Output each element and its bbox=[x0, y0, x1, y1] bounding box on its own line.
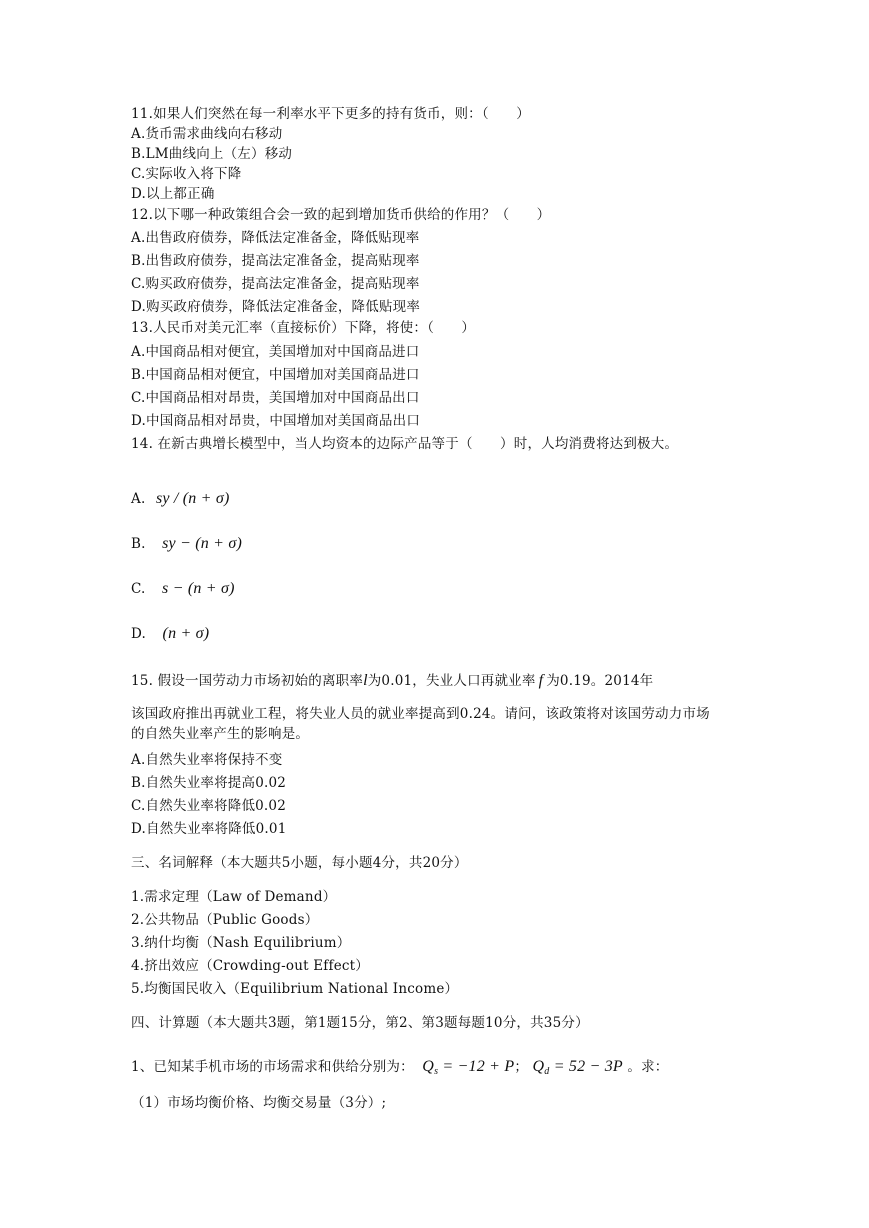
q13-option-a: A.中国商品相对便宜，美国增加对中国商品进口 bbox=[131, 344, 420, 360]
section3-term-5: 5.均衡国民收入（Equilibrium National Income） bbox=[131, 981, 459, 997]
q15-option-d: D.自然失业率将降低0.01 bbox=[131, 821, 287, 837]
q15-option-c: C.自然失业率将降低0.02 bbox=[131, 798, 286, 814]
q14-option-a-formula: sy / (n + σ) bbox=[155, 490, 230, 507]
equation-separator: ； bbox=[514, 1059, 529, 1075]
q13-option-b: B.中国商品相对便宜，中国增加对美国商品进口 bbox=[131, 367, 420, 383]
q14-option-b bbox=[131, 534, 731, 554]
q13-option-c: C.中国商品相对昂贵，美国增加对中国商品出口 bbox=[131, 390, 420, 406]
section4-q1-text: 1、已知某手机市场的市场需求和供给分别为： bbox=[131, 1059, 414, 1075]
q13-stem: 13.人民币对美元汇率（直接标价）下降，将使：（ ） bbox=[131, 320, 476, 336]
section3-term-2: 2.公共物品（Public Goods） bbox=[131, 912, 319, 928]
demand-equation: $Q_d = 52 - 3P$ bbox=[532, 1058, 623, 1077]
q14-option-d bbox=[131, 624, 731, 644]
q14-option-b-formula: sy − (n + σ) bbox=[162, 535, 242, 552]
q14-option-b-label: B. bbox=[131, 536, 146, 552]
q14-stem: 14. 在新古典增长模型中，当人均资本的边际产品等于（ ）时，人均消费将达到极大。 bbox=[131, 436, 679, 452]
q12-option-a: A.出售政府债券，降低法定准备金，降低贴现率 bbox=[131, 230, 420, 246]
section3-term-4: 4.挤出效应（Crowding-out Effect） bbox=[131, 958, 369, 974]
q13-option-d: D.中国商品相对昂贵，中国增加对美国商品出口 bbox=[131, 413, 421, 429]
demand-equation-rhs: = 52 − 3P bbox=[553, 1058, 623, 1075]
supply-equation-rhs: = −12 + P bbox=[442, 1058, 515, 1075]
q15-stem-part3: 为0.19。2014年 bbox=[546, 673, 654, 689]
supply-equation: $Q_s = -12 + P$ bbox=[422, 1058, 515, 1077]
section3-term-3: 3.纳什均衡（Nash Equilibrium） bbox=[131, 935, 351, 951]
section4-q1-end: 。求： bbox=[627, 1059, 669, 1075]
section3-title: 三、名词解释（本大题共5小题，每小题4分，共20分） bbox=[131, 855, 468, 871]
section4-q1-part1: （1）市场均衡价格、均衡交易量（3分）; bbox=[131, 1095, 387, 1111]
q14-option-c bbox=[131, 579, 731, 599]
section4-title: 四、计算题（本大题共3题，第1题15分，第2、第3题每题10分，共35分） bbox=[131, 1015, 589, 1031]
q14-option-a-label: A. bbox=[131, 491, 146, 507]
q15-stem-part1: 15. 假设一国劳动力市场初始的离职率 bbox=[131, 673, 364, 689]
q12-option-b: B.出售政府债券，提高法定准备金，提高贴现率 bbox=[131, 253, 420, 269]
q15-variable-l: l bbox=[363, 672, 368, 689]
q15-option-a: A.自然失业率将保持不变 bbox=[131, 752, 283, 768]
q15-stem-line2: 该国政府推出再就业工程，将失业人员的就业率提高到0.24。请问，该政策将对该国劳动力市场的自然失业率产生的影响是。 bbox=[131, 706, 710, 742]
q15-stem-part2: 为0.01，失业人口再就业率 bbox=[367, 673, 536, 689]
q12-option-d: D.购买政府债券，降低法定准备金，降低贴现率 bbox=[131, 299, 421, 315]
q14-option-d-label: D. bbox=[131, 626, 147, 642]
q11-option-d: D.以上都正确 bbox=[131, 186, 215, 202]
q15-option-b: B.自然失业率将提高0.02 bbox=[131, 775, 287, 791]
q14-option-d-formula: (n + σ) bbox=[162, 625, 210, 642]
q12-stem: 12.以下哪一种政策组合会一致的起到增加货币供给的作用？（ ） bbox=[131, 207, 551, 223]
q15-stem-line1 bbox=[131, 671, 731, 691]
q11-option-a: A.货币需求曲线向右移动 bbox=[131, 126, 283, 142]
q12-option-c: C.购买政府债券，提高法定准备金，提高贴现率 bbox=[131, 276, 420, 292]
section3-term-1: 1.需求定理（Law of Demand） bbox=[131, 889, 337, 905]
q15-variable-f: f bbox=[538, 672, 544, 689]
section4-q1-stem bbox=[131, 1057, 731, 1082]
q11-option-c: C.实际收入将下降 bbox=[131, 166, 242, 182]
q11-stem: 11.如果人们突然在每一利率水平下更多的持有货币，则：（ ） bbox=[131, 106, 530, 122]
q11-option-b: B.LM曲线向上（左）移动 bbox=[131, 146, 293, 162]
q14-option-c-label: C. bbox=[131, 581, 146, 597]
q14-option-c-formula: s − (n + σ) bbox=[162, 580, 235, 597]
q14-option-a bbox=[131, 489, 731, 509]
